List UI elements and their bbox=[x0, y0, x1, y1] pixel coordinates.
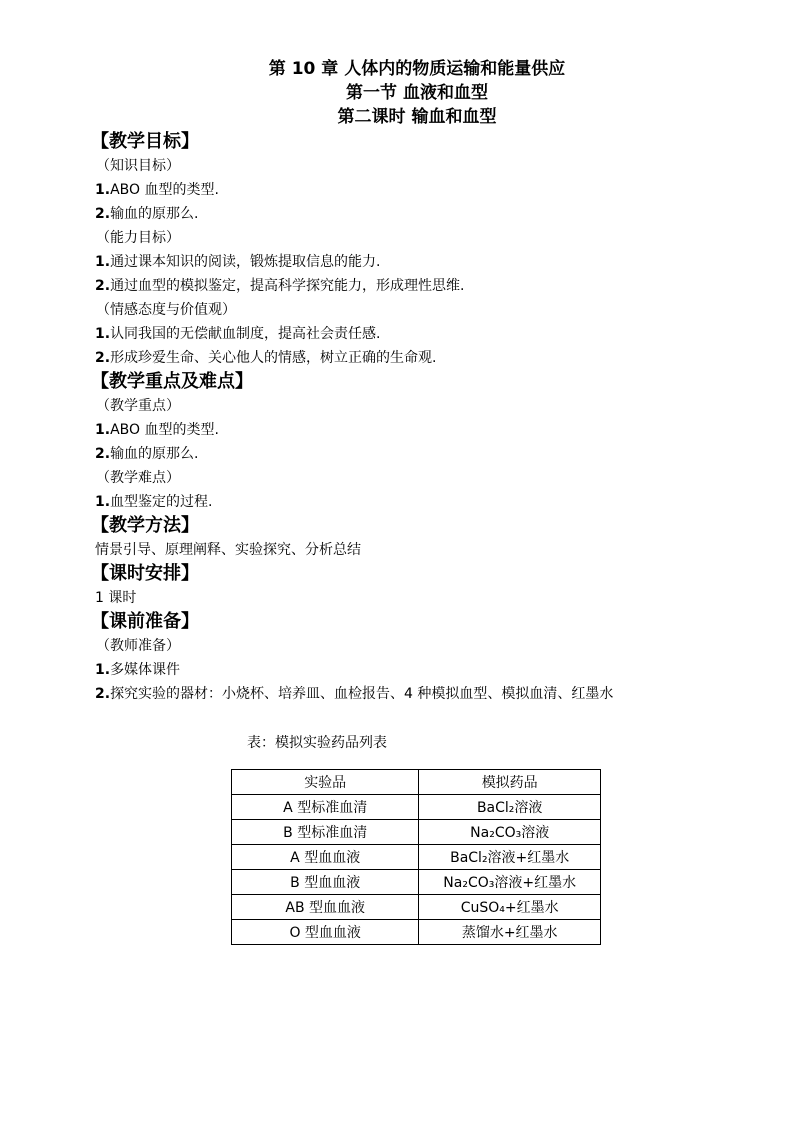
list-item-text: 输血的原那么. bbox=[110, 446, 199, 462]
list-item-number: 2. bbox=[95, 350, 111, 366]
list-item bbox=[95, 658, 755, 682]
list-item-text: 通过课本知识的阅读，锻炼提取信息的能力. bbox=[110, 254, 381, 270]
section-heading: 【课前准备】 bbox=[91, 611, 199, 632]
list-item-number: 2. bbox=[95, 278, 111, 294]
table-cell: A 型标准血清 bbox=[232, 795, 419, 820]
list-item-text: 认同我国的无偿献血制度，提高社会责任感. bbox=[110, 326, 381, 342]
list-item bbox=[95, 346, 755, 370]
list-item bbox=[95, 418, 755, 442]
list-item-number: 1. bbox=[95, 254, 111, 270]
table-cell: BaCl₂溶液+红墨水 bbox=[419, 845, 601, 870]
subsection-label: （教师准备） bbox=[96, 638, 180, 654]
table-cell: O 型血血液 bbox=[232, 920, 419, 945]
table-row bbox=[232, 895, 601, 920]
section-title: 第一节 血液和血型 bbox=[346, 83, 488, 103]
table-row bbox=[232, 820, 601, 845]
section-heading: 【教学方法】 bbox=[91, 515, 199, 536]
list-item-number: 2. bbox=[95, 446, 111, 462]
section-heading: 【课时安排】 bbox=[91, 563, 199, 584]
list-item-text: 血型鉴定的过程. bbox=[110, 494, 213, 510]
list-item-number: 1. bbox=[95, 326, 111, 342]
list-item-number: 1. bbox=[95, 494, 111, 510]
title-block bbox=[0, 57, 794, 129]
table-header-row bbox=[232, 770, 601, 795]
chapter-title: 第 10 章 人体内的物质运输和能量供应 bbox=[268, 59, 566, 79]
list-item-text: 形成珍爱生命、关心他人的情感，树立正确的生命观. bbox=[110, 350, 437, 366]
subsection-label: （能力目标） bbox=[96, 230, 180, 246]
table-header-cell: 实验品 bbox=[232, 770, 419, 795]
subsection-label: （知识目标） bbox=[96, 158, 180, 174]
list-item bbox=[95, 490, 755, 514]
list-item-text: 输血的原那么. bbox=[110, 206, 199, 222]
subsection-label: （情感态度与价值观） bbox=[96, 302, 236, 318]
list-item-text: ABO 血型的类型. bbox=[110, 182, 219, 198]
list-item-number: 2. bbox=[95, 686, 111, 702]
table-row bbox=[232, 845, 601, 870]
list-item bbox=[95, 682, 755, 706]
table-row bbox=[232, 920, 601, 945]
list-item-text: ABO 血型的类型. bbox=[110, 422, 219, 438]
paragraph-line: 1 课时 bbox=[95, 590, 137, 606]
subsection-label: （教学难点） bbox=[96, 470, 180, 486]
lesson-plan-body bbox=[91, 130, 755, 706]
list-item bbox=[95, 250, 755, 274]
list-item bbox=[95, 274, 755, 298]
list-item bbox=[95, 178, 755, 202]
list-item-number: 1. bbox=[95, 662, 111, 678]
section-heading: 【教学重点及难点】 bbox=[91, 371, 253, 392]
table-cell: BaCl₂溶液 bbox=[419, 795, 601, 820]
list-item bbox=[95, 442, 755, 466]
list-item bbox=[95, 202, 755, 226]
table-cell: A 型血血液 bbox=[232, 845, 419, 870]
section-heading: 【教学目标】 bbox=[91, 131, 199, 152]
table-cell: Na₂CO₃溶液+红墨水 bbox=[419, 870, 601, 895]
table-cell: AB 型血血液 bbox=[232, 895, 419, 920]
table-row bbox=[232, 870, 601, 895]
list-item-number: 1. bbox=[95, 422, 111, 438]
table-row bbox=[232, 795, 601, 820]
list-item-text: 探究实验的器材：小烧杯、培养皿、血检报告、4 种模拟血型、模拟血清、红墨水 bbox=[110, 686, 614, 702]
table-header-cell: 模拟药品 bbox=[419, 770, 601, 795]
list-item-number: 1. bbox=[95, 182, 111, 198]
lesson-title: 第二课时 输血和血型 bbox=[337, 107, 497, 127]
table-cell: Na₂CO₃溶液 bbox=[419, 820, 601, 845]
list-item-text: 通过血型的模拟鉴定，提高科学探究能力，形成理性思维. bbox=[110, 278, 465, 294]
table-cell: B 型血血液 bbox=[232, 870, 419, 895]
list-item-number: 2. bbox=[95, 206, 111, 222]
paragraph-line: 情景引导、原理阐释、实验探究、分析总结 bbox=[95, 542, 361, 558]
table-cell: 蒸馏水+红墨水 bbox=[419, 920, 601, 945]
list-item bbox=[95, 322, 755, 346]
table-cell: B 型标准血清 bbox=[232, 820, 419, 845]
list-item-text: 多媒体课件 bbox=[110, 662, 181, 678]
table-cell: CuSO₄+红墨水 bbox=[419, 895, 601, 920]
subsection-label: （教学重点） bbox=[96, 398, 180, 414]
table-caption: 表：模拟实验药品列表 bbox=[247, 735, 387, 751]
reagent-table bbox=[231, 769, 601, 945]
